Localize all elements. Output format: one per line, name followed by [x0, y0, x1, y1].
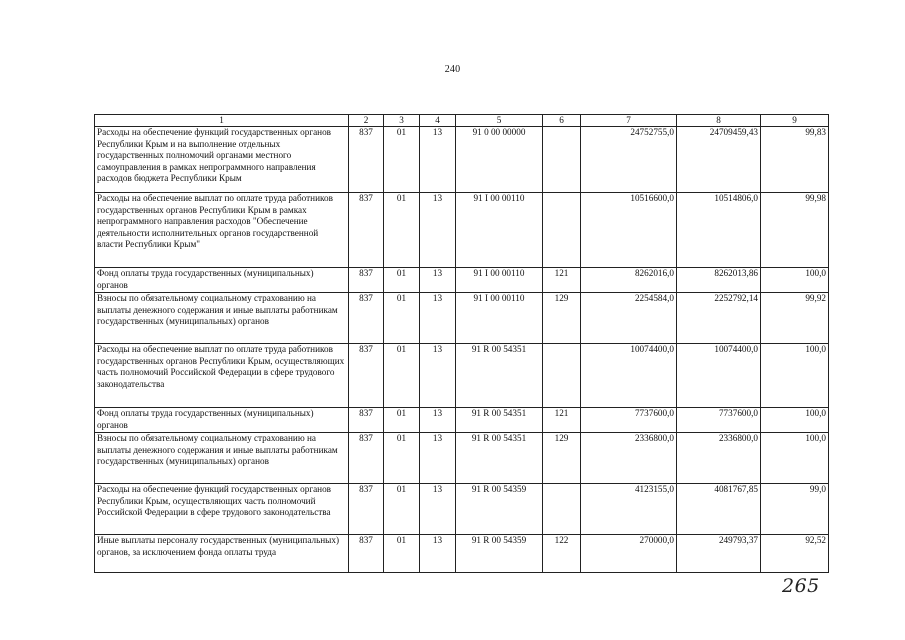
planned-amount-cell: 10516600,0 — [581, 193, 677, 268]
planned-amount-cell: 2336800,0 — [581, 433, 677, 484]
percent-cell: 100,0 — [761, 344, 829, 408]
subsection-code-cell: 13 — [420, 433, 456, 484]
table-row — [95, 408, 829, 433]
expense-type-cell — [543, 484, 581, 535]
expense-type-cell: 122 — [543, 535, 581, 573]
column-header: 7 — [581, 115, 677, 127]
percent-cell: 99,83 — [761, 127, 829, 193]
ministry-code-cell: 837 — [349, 344, 384, 408]
ministry-code-cell: 837 — [349, 193, 384, 268]
table-row — [95, 433, 829, 484]
ministry-code-cell: 837 — [349, 433, 384, 484]
subsection-code-cell: 13 — [420, 293, 456, 344]
column-header: 8 — [677, 115, 761, 127]
executed-amount-cell: 4081767,85 — [677, 484, 761, 535]
description-cell: Расходы на обеспечение функций государственных органов Республики Крым и на выполнение отдельных государственных полномочий органами местного самоуправления в рамках непрограммного направления расходов бюджета Республики Крым — [95, 127, 349, 193]
expense-type-cell: 129 — [543, 293, 581, 344]
planned-amount-cell: 4123155,0 — [581, 484, 677, 535]
description-cell: Взносы по обязательному социальному страхованию на выплаты денежного содержания и иные выплаты работникам государственных (муниципальных) органов — [95, 293, 349, 344]
header-row — [95, 115, 829, 127]
target-article-cell: 91 R 00 54351 — [456, 408, 543, 433]
table-row — [95, 127, 829, 193]
section-code-cell: 01 — [384, 268, 420, 293]
ministry-code-cell: 837 — [349, 484, 384, 535]
target-article-cell: 91 R 00 54359 — [456, 484, 543, 535]
executed-amount-cell: 24709459,43 — [677, 127, 761, 193]
executed-amount-cell: 8262013,86 — [677, 268, 761, 293]
target-article-cell: 91 R 00 54351 — [456, 344, 543, 408]
description-cell: Фонд оплаты труда государственных (муниципальных) органов — [95, 408, 349, 433]
page-number: 240 — [444, 64, 461, 75]
target-article-cell: 91 R 00 54359 — [456, 535, 543, 573]
executed-amount-cell: 2336800,0 — [677, 433, 761, 484]
expense-type-cell — [543, 344, 581, 408]
planned-amount-cell: 8262016,0 — [581, 268, 677, 293]
subsection-code-cell: 13 — [420, 268, 456, 293]
section-code-cell: 01 — [384, 344, 420, 408]
subsection-code-cell: 13 — [420, 484, 456, 535]
expense-type-cell: 129 — [543, 433, 581, 484]
table-row — [95, 344, 829, 408]
section-code-cell: 01 — [384, 193, 420, 268]
percent-cell: 99,0 — [761, 484, 829, 535]
column-header: 9 — [761, 115, 829, 127]
expense-type-cell — [543, 193, 581, 268]
subsection-code-cell: 13 — [420, 193, 456, 268]
planned-amount-cell: 2254584,0 — [581, 293, 677, 344]
column-header: 4 — [420, 115, 456, 127]
section-code-cell: 01 — [384, 127, 420, 193]
column-header: 5 — [456, 115, 543, 127]
section-code-cell: 01 — [384, 293, 420, 344]
executed-amount-cell: 249793,37 — [677, 535, 761, 573]
planned-amount-cell: 24752755,0 — [581, 127, 677, 193]
target-article-cell: 91 I 00 00110 — [456, 293, 543, 344]
section-code-cell: 01 — [384, 535, 420, 573]
executed-amount-cell: 2252792,14 — [677, 293, 761, 344]
percent-cell: 100,0 — [761, 268, 829, 293]
column-header: 1 — [95, 115, 349, 127]
description-cell: Расходы на обеспечение выплат по оплате труда работников государственных органов Республики Крым в рамках непрограммного направления расходов "Обеспечение деятельности исполнительных органов государственной власти Республики Крым" — [95, 193, 349, 268]
column-header: 3 — [384, 115, 420, 127]
executed-amount-cell: 7737600,0 — [677, 408, 761, 433]
percent-cell: 100,0 — [761, 433, 829, 484]
section-code-cell: 01 — [384, 484, 420, 535]
percent-cell: 99,98 — [761, 193, 829, 268]
description-cell: Фонд оплаты труда государственных (муниципальных) органов — [95, 268, 349, 293]
ministry-code-cell: 837 — [349, 408, 384, 433]
subsection-code-cell: 13 — [420, 344, 456, 408]
section-code-cell: 01 — [384, 433, 420, 484]
handwritten-page-number: 265 — [782, 575, 820, 597]
ministry-code-cell: 837 — [349, 127, 384, 193]
target-article-cell: 91 0 00 00000 — [456, 127, 543, 193]
table-row — [95, 484, 829, 535]
description-cell: Расходы на обеспечение выплат по оплате труда работников государственных органов Республики Крым, осуществляющих часть полномочий Российской Федерации в сфере трудового законодательства — [95, 344, 349, 408]
description-cell: Взносы по обязательному социальному страхованию на выплаты денежного содержания и иные выплаты работникам государственных (муниципальных) органов — [95, 433, 349, 484]
table-row — [95, 193, 829, 268]
description-cell: Расходы на обеспечение функций государственных органов Республики Крым, осуществляющих часть полномочий Российской Федерации в сфере трудового законодательства — [95, 484, 349, 535]
expense-type-cell: 121 — [543, 408, 581, 433]
section-code-cell: 01 — [384, 408, 420, 433]
executed-amount-cell: 10514806,0 — [677, 193, 761, 268]
expense-type-cell: 121 — [543, 268, 581, 293]
description-cell: Иные выплаты персоналу государственных (муниципальных) органов, за исключением фонда оплаты труда — [95, 535, 349, 573]
executed-amount-cell: 10074400,0 — [677, 344, 761, 408]
column-header: 2 — [349, 115, 384, 127]
subsection-code-cell: 13 — [420, 127, 456, 193]
ministry-code-cell: 837 — [349, 293, 384, 344]
target-article-cell: 91 I 00 00110 — [456, 268, 543, 293]
table-row — [95, 293, 829, 344]
target-article-cell: 91 R 00 54351 — [456, 433, 543, 484]
subsection-code-cell: 13 — [420, 535, 456, 573]
target-article-cell: 91 I 00 00110 — [456, 193, 543, 268]
planned-amount-cell: 7737600,0 — [581, 408, 677, 433]
planned-amount-cell: 10074400,0 — [581, 344, 677, 408]
expense-type-cell — [543, 127, 581, 193]
column-header: 6 — [543, 115, 581, 127]
percent-cell: 92,52 — [761, 535, 829, 573]
budget-table — [94, 114, 829, 573]
subsection-code-cell: 13 — [420, 408, 456, 433]
percent-cell: 100,0 — [761, 408, 829, 433]
table-row — [95, 535, 829, 573]
planned-amount-cell: 270000,0 — [581, 535, 677, 573]
percent-cell: 99,92 — [761, 293, 829, 344]
table-row — [95, 268, 829, 293]
ministry-code-cell: 837 — [349, 268, 384, 293]
ministry-code-cell: 837 — [349, 535, 384, 573]
